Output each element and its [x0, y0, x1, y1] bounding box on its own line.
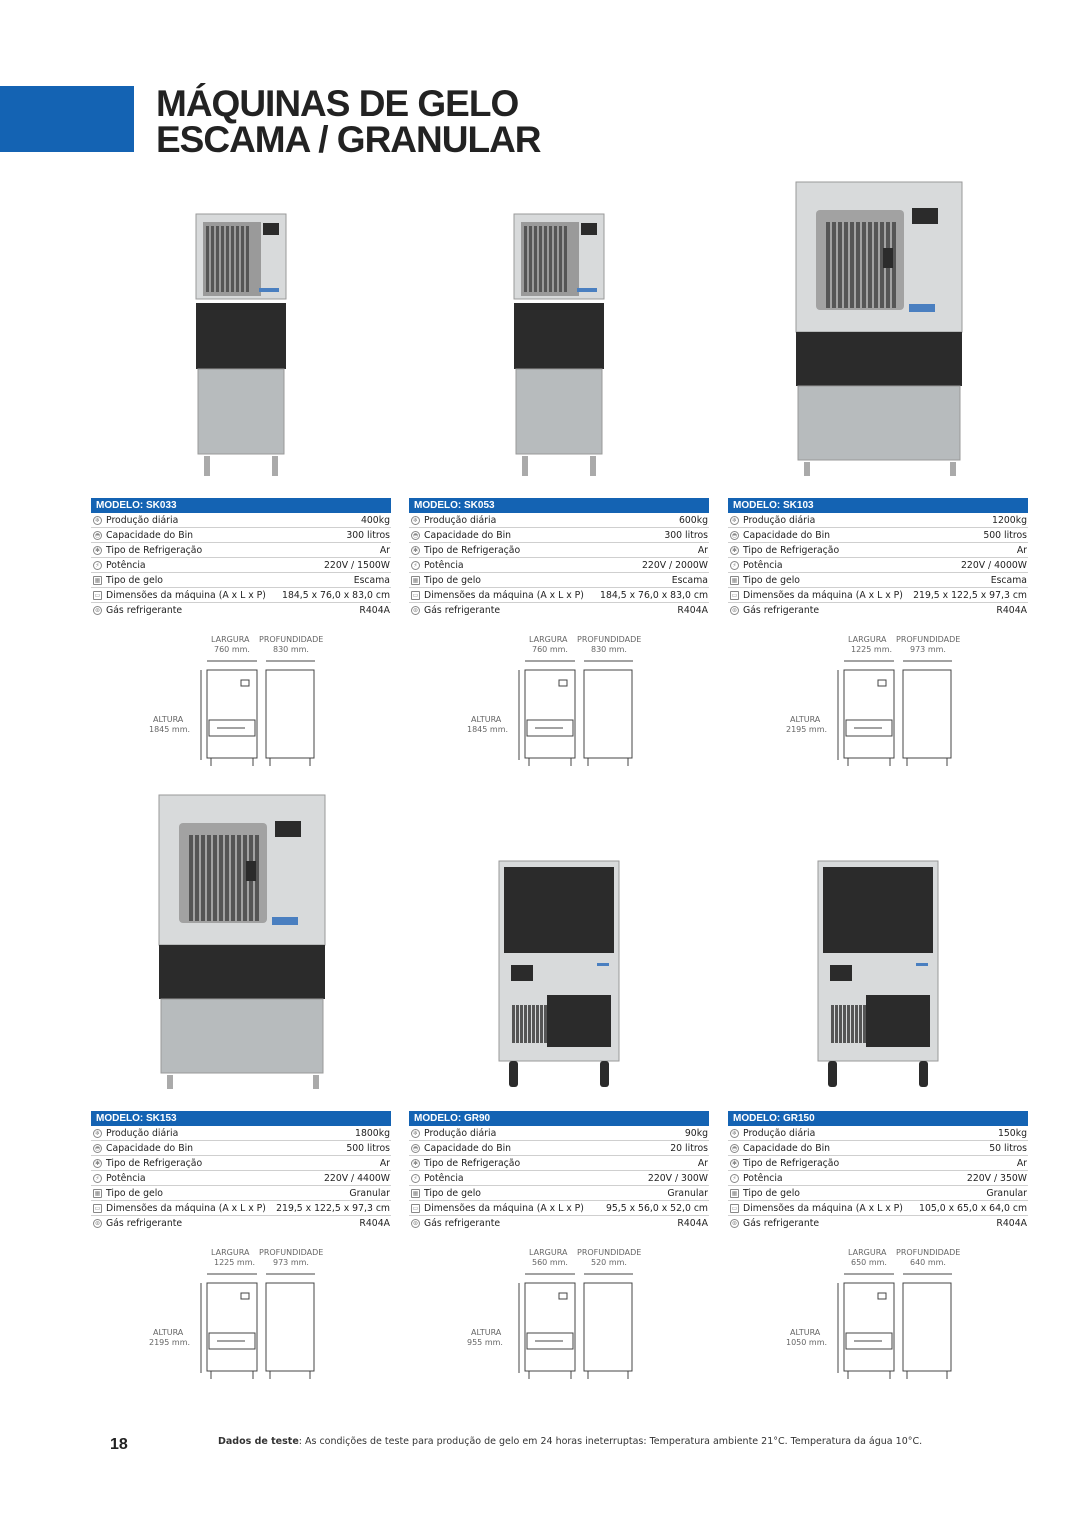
product-card: [728, 180, 1028, 780]
diagram-depth-value: 640 mm.: [910, 1258, 946, 1267]
model-header: MODELO: SK103: [728, 498, 1028, 513]
spec-label: Potência: [743, 559, 783, 571]
spec-label: Gás refrigerante: [106, 604, 183, 616]
spec-row-cooling: [409, 1156, 709, 1171]
bin-icon: ◓: [412, 531, 419, 539]
spec-value: 219,5 x 122,5 x 97,3 cm: [276, 1202, 390, 1214]
spec-table: [91, 498, 391, 617]
spec-label: Tipo de gelo: [743, 574, 800, 586]
spec-row-power: [409, 558, 709, 573]
spec-value: Ar: [697, 1157, 708, 1169]
production-icon: ❄: [412, 516, 419, 524]
spec-row-ice: [728, 1186, 1028, 1201]
spec-value: Ar: [1016, 544, 1027, 556]
diagram-depth-value: 830 mm.: [591, 645, 627, 654]
diagram-depth-label: PROFUNDIDADE: [577, 1248, 642, 1257]
spec-value: 95,5 x 56,0 x 52,0 cm: [605, 1202, 708, 1214]
power-icon: ⚡: [411, 561, 420, 570]
spec-label: Tipo de gelo: [424, 1187, 481, 1199]
production-icon: ❄: [94, 1129, 101, 1137]
diagram-depth-label: PROFUNDIDADE: [259, 635, 324, 644]
spec-label: Gás refrigerante: [743, 1217, 820, 1229]
spec-label: Capacidade do Bin: [424, 1142, 512, 1154]
spec-value: 220V / 300W: [647, 1172, 708, 1184]
spec-row-cooling: [728, 543, 1028, 558]
dimension-diagram: [141, 1241, 391, 1391]
spec-row-dims: [91, 1201, 391, 1216]
dims-icon: ▭: [412, 591, 419, 599]
cooling-icon: ✱: [412, 1159, 419, 1167]
spec-value: 219,5 x 122,5 x 97,3 cm: [913, 589, 1027, 601]
spec-value: R404A: [677, 604, 708, 616]
spec-row-gas: [91, 603, 391, 617]
diagram-width-value: 760 mm.: [214, 645, 250, 654]
spec-label: Potência: [743, 1172, 783, 1184]
spec-label: Capacidade do Bin: [743, 1142, 831, 1154]
spec-row-ice: [91, 1186, 391, 1201]
spec-label: Tipo de Refrigeração: [743, 544, 840, 556]
page-title-line1: MÁQUINAS DE GELO: [156, 83, 519, 124]
product-photo: [91, 180, 391, 485]
product-card: [91, 793, 391, 1393]
bin-icon: ◓: [731, 1144, 738, 1152]
spec-row-gas: [91, 1216, 391, 1230]
spec-value: 220V / 2000W: [642, 559, 708, 571]
spec-value: 1800kg: [355, 1127, 390, 1139]
spec-row-ice: [409, 1186, 709, 1201]
spec-row-production: [91, 513, 391, 528]
power-icon: ⚡: [730, 1174, 739, 1183]
spec-label: Potência: [424, 1172, 464, 1184]
diagram-depth-label: PROFUNDIDADE: [577, 635, 642, 644]
production-icon: ❄: [731, 1129, 738, 1137]
page-title-line2: ESCAMA / GRANULAR: [156, 119, 541, 160]
ice-icon: ▦: [731, 576, 738, 584]
spec-row-cooling: [409, 543, 709, 558]
spec-table: [728, 498, 1028, 617]
diagram-width-label: LARGURA: [211, 635, 250, 644]
diagram-depth-label: PROFUNDIDADE: [896, 635, 961, 644]
spec-row-cooling: [91, 1156, 391, 1171]
diagram-height-label: ALTURA: [153, 715, 184, 724]
diagram-height-value: 2195 mm.: [149, 1338, 191, 1347]
spec-label: Dimensões da máquina (A x L x P): [106, 1202, 266, 1214]
spec-value: Ar: [1016, 1157, 1027, 1169]
spec-label: Capacidade do Bin: [743, 529, 831, 541]
diagram-height-label: ALTURA: [153, 1328, 184, 1337]
bin-icon: ◓: [94, 1144, 101, 1152]
diagram-height-label: ALTURA: [471, 1328, 502, 1337]
spec-value: 184,5 x 76,0 x 83,0 cm: [282, 589, 390, 601]
model-header: MODELO: GR150: [728, 1111, 1028, 1126]
power-icon: ⚡: [411, 1174, 420, 1183]
spec-label: Tipo de Refrigeração: [424, 544, 521, 556]
spec-label: Tipo de Refrigeração: [424, 1157, 521, 1169]
spec-value: 220V / 1500W: [324, 559, 390, 571]
spec-row-cooling: [728, 1156, 1028, 1171]
product-card: [91, 180, 391, 780]
spec-value: 150kg: [997, 1127, 1027, 1139]
spec-label: Produção diária: [743, 1127, 816, 1139]
dims-icon: ▭: [94, 1204, 101, 1212]
spec-label: Produção diária: [424, 514, 497, 526]
gas-icon: ⊛: [731, 1219, 738, 1227]
dimension-diagram: [141, 628, 391, 778]
spec-value: 220V / 4000W: [961, 559, 1027, 571]
spec-row-production: [728, 1126, 1028, 1141]
diagram-width-label: LARGURA: [211, 1248, 250, 1257]
model-header: MODELO: SK053: [409, 498, 709, 513]
ice-icon: ▦: [94, 1189, 101, 1197]
dimension-diagram: [459, 628, 709, 778]
diagram-height-value: 955 mm.: [467, 1338, 503, 1347]
spec-label: Potência: [424, 559, 464, 571]
spec-value: 1200kg: [992, 514, 1027, 526]
spec-value: Escama: [353, 574, 390, 586]
diagram-width-value: 760 mm.: [532, 645, 568, 654]
diagram-height-value: 1050 mm.: [786, 1338, 828, 1347]
gas-icon: ⊛: [731, 606, 738, 614]
spec-label: Tipo de Refrigeração: [743, 1157, 840, 1169]
spec-label: Tipo de gelo: [106, 574, 163, 586]
spec-label: Produção diária: [743, 514, 816, 526]
spec-row-gas: [728, 603, 1028, 617]
spec-value: R404A: [996, 1217, 1027, 1229]
spec-value: Escama: [990, 574, 1027, 586]
spec-value: 105,0 x 65,0 x 64,0 cm: [919, 1202, 1027, 1214]
spec-value: 400kg: [360, 514, 390, 526]
product-card: [728, 793, 1028, 1393]
spec-value: R404A: [996, 604, 1027, 616]
spec-row-production: [728, 513, 1028, 528]
spec-label: Potência: [106, 559, 146, 571]
spec-row-ice: [728, 573, 1028, 588]
spec-value: 220V / 350W: [966, 1172, 1027, 1184]
diagram-height-value: 2195 mm.: [786, 725, 828, 734]
page-number: 18: [110, 1436, 128, 1453]
spec-label: Tipo de Refrigeração: [106, 1157, 203, 1169]
ice-icon: ▦: [731, 1189, 738, 1197]
spec-row-gas: [409, 603, 709, 617]
cooling-icon: ✱: [412, 546, 419, 554]
diagram-width-value: 560 mm.: [532, 1258, 568, 1267]
ice-icon: ▦: [94, 576, 101, 584]
spec-value: 50 litros: [989, 1142, 1027, 1154]
spec-value: 300 litros: [664, 529, 708, 541]
cooling-icon: ✱: [731, 546, 738, 554]
spec-label: Produção diária: [424, 1127, 497, 1139]
dims-icon: ▭: [731, 1204, 738, 1212]
spec-label: Capacidade do Bin: [424, 529, 512, 541]
spec-row-gas: [728, 1216, 1028, 1230]
spec-row-power: [728, 558, 1028, 573]
production-icon: ❄: [412, 1129, 419, 1137]
diagram-width-label: LARGURA: [848, 1248, 887, 1257]
model-header: MODELO: GR90: [409, 1111, 709, 1126]
spec-row-dims: [91, 588, 391, 603]
spec-row-cooling: [91, 543, 391, 558]
spec-label: Dimensões da máquina (A x L x P): [424, 1202, 584, 1214]
spec-value: 184,5 x 76,0 x 83,0 cm: [600, 589, 708, 601]
footnote-label: Dados de teste: [218, 1436, 299, 1447]
spec-row-dims: [409, 1201, 709, 1216]
spec-row-power: [91, 1171, 391, 1186]
header-accent-bar: [0, 86, 134, 152]
spec-row-bin: [409, 528, 709, 543]
cooling-icon: ✱: [94, 546, 101, 554]
dimension-diagram: [778, 628, 1028, 778]
spec-value: 300 litros: [346, 529, 390, 541]
dimension-diagram: [459, 1241, 709, 1391]
production-icon: ❄: [94, 516, 101, 524]
footnote: [218, 1436, 922, 1447]
spec-table: [91, 1111, 391, 1230]
model-header: MODELO: SK153: [91, 1111, 391, 1126]
spec-value: 90kg: [684, 1127, 708, 1139]
spec-row-bin: [91, 528, 391, 543]
product-card: [409, 793, 709, 1393]
spec-label: Tipo de gelo: [743, 1187, 800, 1199]
diagram-depth-value: 830 mm.: [273, 645, 309, 654]
spec-label: Dimensões da máquina (A x L x P): [106, 589, 266, 601]
diagram-depth-label: PROFUNDIDADE: [896, 1248, 961, 1257]
spec-label: Gás refrigerante: [743, 604, 820, 616]
footnote-text: : As condições de teste para produção de gelo em 24 horas ineterruptas: Temperatura ambiente 21°C. Temperatura da água 10°C.: [298, 1436, 923, 1447]
spec-label: Gás refrigerante: [424, 604, 501, 616]
diagram-depth-value: 973 mm.: [910, 645, 946, 654]
spec-value: 20 litros: [670, 1142, 708, 1154]
spec-value: 220V / 4400W: [324, 1172, 390, 1184]
ice-icon: ▦: [412, 1189, 419, 1197]
spec-row-bin: [728, 528, 1028, 543]
spec-row-production: [91, 1126, 391, 1141]
spec-label: Capacidade do Bin: [106, 529, 194, 541]
spec-table: [728, 1111, 1028, 1230]
spec-row-ice: [91, 573, 391, 588]
spec-value: 500 litros: [346, 1142, 390, 1154]
dimension-diagram: [778, 1241, 1028, 1391]
bin-icon: ◓: [412, 1144, 419, 1152]
diagram-width-value: 1225 mm.: [851, 645, 893, 654]
cooling-icon: ✱: [731, 1159, 738, 1167]
diagram-width-label: LARGURA: [529, 1248, 568, 1257]
spec-label: Gás refrigerante: [424, 1217, 501, 1229]
spec-row-production: [409, 1126, 709, 1141]
spec-row-dims: [728, 588, 1028, 603]
spec-value: Ar: [697, 544, 708, 556]
spec-value: 500 litros: [983, 529, 1027, 541]
spec-label: Dimensões da máquina (A x L x P): [743, 1202, 903, 1214]
product-photo: [409, 793, 709, 1098]
spec-label: Produção diária: [106, 1127, 179, 1139]
spec-value: Ar: [379, 544, 390, 556]
diagram-height-value: 1845 mm.: [149, 725, 191, 734]
bin-icon: ◓: [731, 531, 738, 539]
spec-value: Granular: [986, 1187, 1027, 1199]
spec-label: Tipo de Refrigeração: [106, 544, 203, 556]
spec-row-production: [409, 513, 709, 528]
spec-row-gas: [409, 1216, 709, 1230]
product-photo: [91, 793, 391, 1098]
diagram-width-label: LARGURA: [529, 635, 568, 644]
diagram-width-value: 1225 mm.: [214, 1258, 256, 1267]
power-icon: ⚡: [93, 1174, 102, 1183]
dims-icon: ▭: [94, 591, 101, 599]
gas-icon: ⊛: [412, 1219, 419, 1227]
spec-row-bin: [728, 1141, 1028, 1156]
product-card: [409, 180, 709, 780]
ice-icon: ▦: [412, 576, 419, 584]
cooling-icon: ✱: [94, 1159, 101, 1167]
spec-row-power: [728, 1171, 1028, 1186]
spec-label: Potência: [106, 1172, 146, 1184]
spec-table: [409, 1111, 709, 1230]
spec-label: Dimensões da máquina (A x L x P): [424, 589, 584, 601]
page-title: [156, 83, 541, 160]
spec-label: Capacidade do Bin: [106, 1142, 194, 1154]
spec-label: Produção diária: [106, 514, 179, 526]
model-header: MODELO: SK033: [91, 498, 391, 513]
diagram-height-label: ALTURA: [790, 1328, 821, 1337]
spec-value: 600kg: [678, 514, 708, 526]
diagram-height-label: ALTURA: [471, 715, 502, 724]
spec-row-power: [91, 558, 391, 573]
production-icon: ❄: [731, 516, 738, 524]
product-photo: [728, 793, 1028, 1098]
spec-value: R404A: [677, 1217, 708, 1229]
diagram-height-value: 1845 mm.: [467, 725, 509, 734]
spec-value: Ar: [379, 1157, 390, 1169]
spec-row-bin: [91, 1141, 391, 1156]
spec-row-bin: [409, 1141, 709, 1156]
spec-label: Tipo de gelo: [424, 574, 481, 586]
spec-label: Gás refrigerante: [106, 1217, 183, 1229]
power-icon: ⚡: [730, 561, 739, 570]
spec-row-dims: [409, 588, 709, 603]
bin-icon: ◓: [94, 531, 101, 539]
spec-row-power: [409, 1171, 709, 1186]
spec-table: [409, 498, 709, 617]
spec-row-dims: [728, 1201, 1028, 1216]
gas-icon: ⊛: [412, 606, 419, 614]
spec-value: Escama: [671, 574, 708, 586]
diagram-width-label: LARGURA: [848, 635, 887, 644]
spec-row-ice: [409, 573, 709, 588]
dims-icon: ▭: [412, 1204, 419, 1212]
diagram-height-label: ALTURA: [790, 715, 821, 724]
diagram-depth-label: PROFUNDIDADE: [259, 1248, 324, 1257]
spec-label: Dimensões da máquina (A x L x P): [743, 589, 903, 601]
diagram-width-value: 650 mm.: [851, 1258, 887, 1267]
spec-value: Granular: [667, 1187, 708, 1199]
gas-icon: ⊛: [94, 606, 101, 614]
power-icon: ⚡: [93, 561, 102, 570]
spec-value: R404A: [359, 604, 390, 616]
spec-value: Granular: [349, 1187, 390, 1199]
product-photo: [728, 180, 1028, 485]
spec-label: Tipo de gelo: [106, 1187, 163, 1199]
dims-icon: ▭: [731, 591, 738, 599]
spec-value: R404A: [359, 1217, 390, 1229]
diagram-depth-value: 520 mm.: [591, 1258, 627, 1267]
gas-icon: ⊛: [94, 1219, 101, 1227]
product-photo: [409, 180, 709, 485]
diagram-depth-value: 973 mm.: [273, 1258, 309, 1267]
